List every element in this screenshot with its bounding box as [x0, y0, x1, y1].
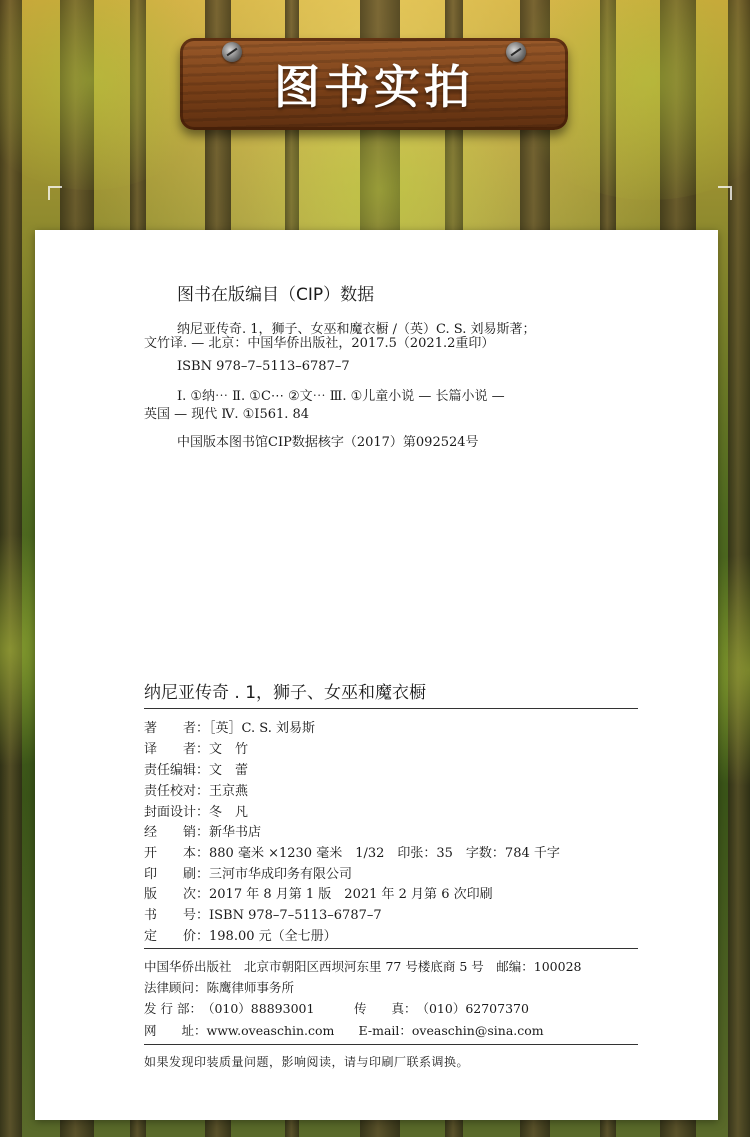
screw-icon: [506, 42, 526, 62]
cip-classification: Ⅰ. ①纳⋯ Ⅱ. ①C⋯ ②文⋯ Ⅲ. ①儿童小说 — 长篇小说 —: [177, 389, 505, 404]
copyright-page: [35, 230, 718, 1120]
info-value: 2017 年 8 月第 1 版 2021 年 2 月第 6 次印刷: [209, 887, 493, 902]
info-key: 印 刷：: [144, 867, 210, 882]
info-key: 译 者：: [144, 742, 210, 757]
publisher-address: 中国华侨出版社 北京市朝阳区西坝河东里 77 号楼底商 5 号 邮编：100028: [144, 959, 582, 974]
fax-label: 传 真：: [353, 1001, 417, 1016]
info-key: 著 者：: [144, 721, 210, 736]
info-value: 冬 凡: [209, 805, 249, 820]
info-row: [144, 821, 261, 840]
frame-corner: [48, 186, 62, 200]
info-key: 经 销：: [144, 825, 210, 840]
info-row: [144, 801, 248, 820]
info-key: 责任编辑：: [144, 763, 210, 778]
divider: [144, 948, 638, 949]
contact-row: [144, 999, 529, 1017]
dept-label: 发 行 部：: [144, 1001, 202, 1016]
info-key: 定 价：: [144, 929, 210, 944]
cip-classification: 英国 — 现代 Ⅳ. ①I561. 84: [144, 407, 310, 422]
info-value: 王京燕: [209, 784, 249, 799]
email-label: E-mail：: [358, 1023, 412, 1038]
website-link[interactable]: www.oveaschin.com: [206, 1023, 335, 1038]
cip-isbn: ISBN 978–7–5113–6787–7: [177, 359, 350, 374]
contact-row: [144, 1021, 544, 1039]
info-row: [144, 925, 337, 944]
info-key: 版 次：: [144, 887, 210, 902]
info-key: 封面设计：: [144, 805, 210, 820]
cip-line: 纳尼亚传奇. 1，狮子、女巫和魔衣橱 /（英）C. S. 刘易斯著；: [177, 322, 536, 337]
info-key: 开 本：: [144, 846, 210, 861]
divider: [144, 1044, 638, 1045]
screw-icon: [222, 42, 242, 62]
info-row: [144, 759, 248, 778]
info-value: 880 毫米 ×1230 毫米 1/32 印张：35 字数：784 千字: [209, 846, 560, 861]
info-value: ［英］C. S. 刘易斯: [209, 721, 315, 736]
sign-title: 图书实拍: [274, 60, 474, 114]
email-link[interactable]: oveaschin@sina.com: [411, 1023, 544, 1038]
info-row: [144, 738, 248, 757]
divider: [144, 708, 638, 709]
dept-phone: （010）88893001: [201, 1001, 315, 1016]
info-key: 责任校对：: [144, 784, 210, 799]
info-value: 三河市华成印务有限公司: [209, 867, 353, 882]
cip-title: 图书在版编目（CIP）数据: [177, 285, 375, 305]
cip-record-number: 中国版本图书馆CIP数据核字（2017）第092524号: [177, 435, 479, 450]
cip-line: 文竹译. — 北京：中国华侨出版社，2017.5（2021.2重印）: [144, 336, 495, 351]
info-value: 新华书店: [209, 825, 262, 840]
info-value: ISBN 978–7–5113–6787–7: [209, 908, 382, 923]
fax-phone: （010）62707370: [416, 1001, 529, 1016]
info-value: 文 竹: [209, 742, 249, 757]
info-row: [144, 863, 352, 882]
book-photo-sign: [180, 38, 568, 130]
info-row: [144, 780, 248, 799]
info-row: [144, 904, 382, 923]
info-row: [144, 717, 315, 736]
info-row: [144, 883, 493, 902]
info-key: 书 号：: [144, 908, 210, 923]
frame-corner: [718, 186, 732, 200]
legal-advisor: 法律顾问：陈鹰律师事务所: [144, 980, 295, 995]
info-value: 198.00 元（全七册）: [209, 929, 337, 944]
info-value: 文 蕾: [209, 763, 249, 778]
web-label: 网 址：: [144, 1023, 207, 1038]
book-title: 纳尼亚传奇 . 1，狮子、女巫和魔衣橱: [144, 683, 427, 703]
quality-notice: 如果发现印装质量问题，影响阅读，请与印刷厂联系调换。: [144, 1055, 470, 1069]
info-row: [144, 842, 560, 861]
